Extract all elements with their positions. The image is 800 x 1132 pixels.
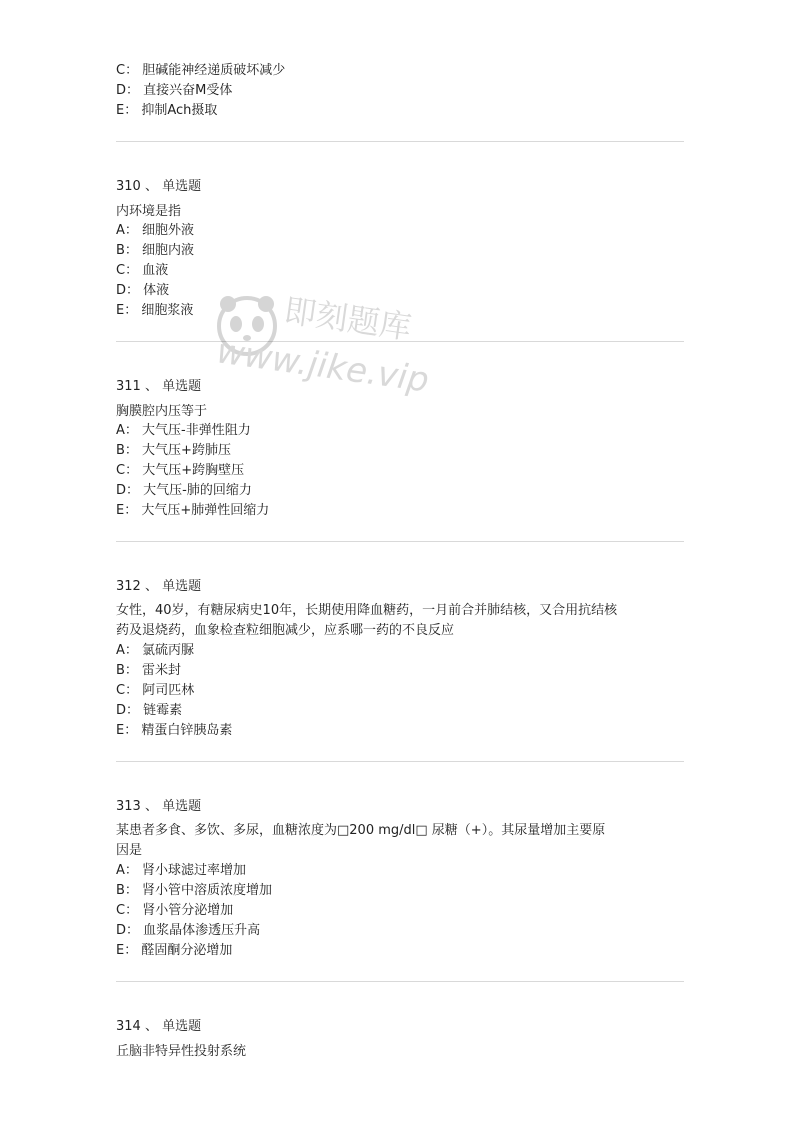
q310-option-c: C： 血液 — [116, 263, 169, 278]
q309-option-e: E： 抑制Ach摄取 — [116, 103, 218, 118]
divider — [116, 761, 684, 762]
q314-header: 314 、 单选题 — [116, 1019, 202, 1034]
q313-option-b: B： 肾小管中溶质浓度增加 — [116, 883, 273, 898]
q313-stem-line-1: 某患者多食、多饮、多尿，血糖浓度为□200 mg/dl□ 尿糖（+）。其尿量增加主要原 — [116, 823, 606, 838]
q309-option-c: C： 胆碱能神经递质破坏减少 — [116, 63, 286, 78]
q312-option-c: C： 阿司匹林 — [116, 683, 195, 698]
q312-option-d: D： 链霉素 — [116, 703, 183, 718]
q313-option-d: D： 血浆晶体渗透压升高 — [116, 923, 261, 938]
q312-stem-line-1: 女性，40岁，有糖尿病史10年，长期使用降血糖药，一月前合并肺结核，又合用抗结核 — [116, 603, 618, 618]
divider — [116, 141, 684, 142]
q312-header: 312 、 单选题 — [116, 579, 202, 594]
q311-stem: 胸膜腔内压等于 — [116, 404, 208, 419]
q310-stem: 内环境是指 — [116, 204, 182, 219]
q310-header: 310 、 单选题 — [116, 179, 202, 194]
q312-stem-line-2: 药及退烧药，血象检查粒细胞减少，应系哪一药的不良反应 — [116, 623, 455, 638]
q311-option-a: A： 大气压-非弹性阻力 — [116, 423, 251, 438]
q312-option-a: A： 氯硫丙脲 — [116, 643, 195, 658]
watermark-brand: 即刻题库 — [281, 291, 414, 347]
q313-option-a: A： 肾小球滤过率增加 — [116, 863, 247, 878]
divider — [116, 541, 684, 542]
panda-icon — [212, 290, 282, 360]
q309-option-d: D： 直接兴奋M受体 — [116, 83, 233, 98]
q310-option-a: A： 细胞外液 — [116, 223, 195, 238]
q313-header: 313 、 单选题 — [116, 799, 202, 814]
q311-header: 311 、 单选题 — [116, 379, 202, 394]
q311-option-e: E： 大气压+肺弹性回缩力 — [116, 503, 270, 518]
divider — [116, 341, 684, 342]
q313-stem-line-2: 因是 — [116, 843, 143, 858]
q314-stem: 丘脑非特异性投射系统 — [116, 1044, 247, 1059]
q310-option-e: E： 细胞浆液 — [116, 303, 194, 318]
divider — [116, 981, 684, 982]
q310-option-b: B： 细胞内液 — [116, 243, 195, 258]
q311-option-b: B： 大气压+跨肺压 — [116, 443, 231, 458]
watermark-url: www.jike.vip — [214, 331, 432, 401]
q313-option-e: E： 醛固酮分泌增加 — [116, 943, 233, 958]
q311-option-c: C： 大气压+跨胸壁压 — [116, 463, 245, 478]
q312-option-b: B： 雷米封 — [116, 663, 182, 678]
q312-option-e: E： 精蛋白锌胰岛素 — [116, 723, 233, 738]
q313-option-c: C： 肾小管分泌增加 — [116, 903, 234, 918]
q310-option-d: D： 体液 — [116, 283, 170, 298]
watermark — [212, 282, 432, 432]
q311-option-d: D： 大气压-肺的回缩力 — [116, 483, 252, 498]
